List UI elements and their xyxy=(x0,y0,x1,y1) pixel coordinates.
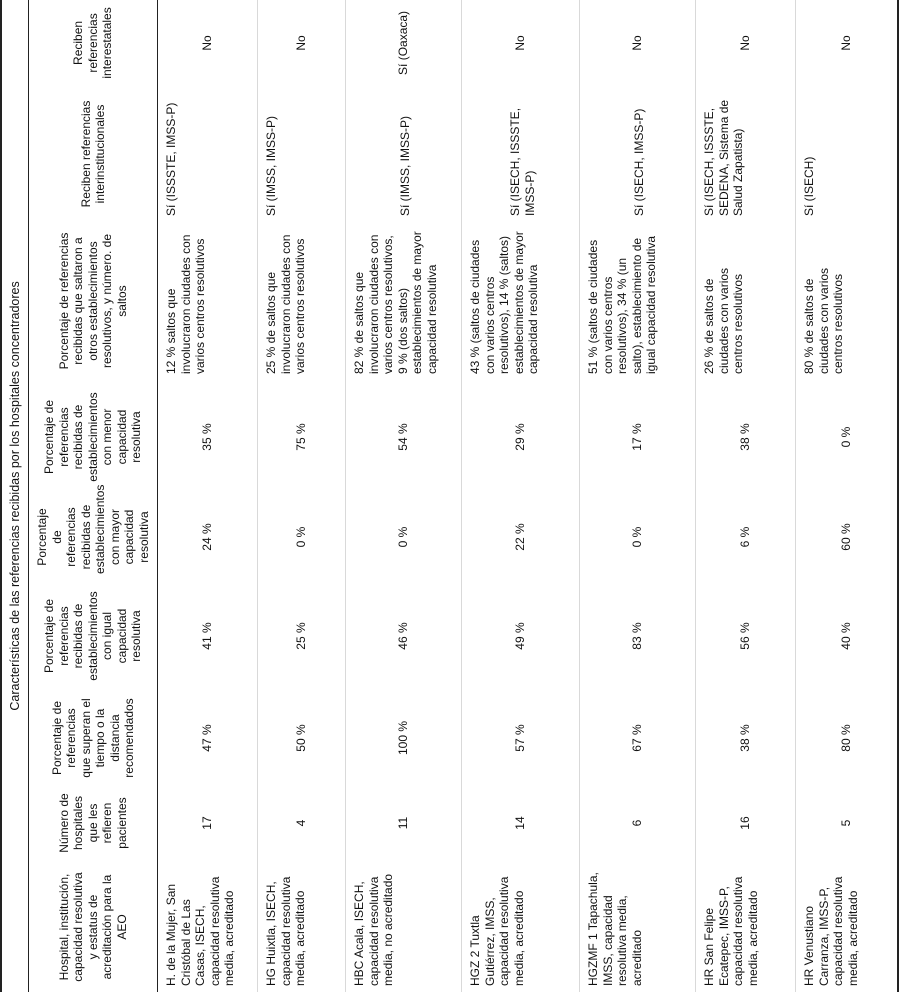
cell-igual: 41 % xyxy=(200,622,215,650)
cell-igual: 46 % xyxy=(346,580,462,692)
cell-mayor: 60 % xyxy=(796,494,898,580)
header-menor: Porcentaje de referencias recibidas de establecimientos con menor capacidad resolutiva xyxy=(29,380,158,494)
cell-estatal: No xyxy=(696,0,796,86)
cell-estatal: No xyxy=(462,0,580,86)
cell-inter: Sí (ISECH, ISSSTE, IMSS-P) xyxy=(462,86,580,222)
cell-hospitales: 14 xyxy=(462,784,580,862)
cell-menor: 38 % xyxy=(696,380,796,494)
cell-superan: 50 % xyxy=(258,692,346,784)
cell-menor: 17 % xyxy=(580,380,696,494)
cell-superan: 57 % xyxy=(462,692,580,784)
cell-inter: Sí (IMSS, IMSS-P) xyxy=(258,86,346,222)
cell-menor-value: 75 % xyxy=(294,423,309,451)
table-row xyxy=(158,0,258,992)
table-row xyxy=(258,0,346,992)
header-hospitales: Número de hospitales que les refieren pacientes xyxy=(29,784,158,862)
cell-saltos: 43 % (saltos de ciudades con varios centros resolutivos), 14 % (saltos) establecimientos de mayor capacidad resolutiva xyxy=(462,222,580,380)
cell-inter: Sí (ISECH, ISSSTE, SEDENA, Sistema de Salud Zapatista) xyxy=(696,86,796,222)
cell-saltos: 26 % de saltos de ciudades con varios centros resolutivos xyxy=(696,222,796,380)
cell-hospital: HR San Felipe Ecatepec, IMSS-P, capacidad resolutiva media, acreditado xyxy=(696,862,796,992)
cell-superan: 47 % xyxy=(200,724,215,752)
table-row xyxy=(580,0,696,992)
cell-igual: 83 % xyxy=(580,580,696,692)
cell-hospitales: 6 xyxy=(580,784,696,862)
cell-superan: 67 % xyxy=(580,692,696,784)
header-interinstitucionales: Reciben referencias interinstitucionales xyxy=(29,86,158,222)
cell-estatal: No xyxy=(200,35,215,51)
header-hospital: Hospital, institución, capacidad resolutiva y estatus de acreditación para la AEO xyxy=(29,862,158,992)
cell-menor xyxy=(258,380,346,494)
table-row xyxy=(462,0,580,992)
cell-inter: Sí (IMSS, IMSS-P) xyxy=(346,86,462,222)
cell-hospitales: 16 xyxy=(696,784,796,862)
cell-menor: 54 % xyxy=(346,380,462,494)
cell-menor xyxy=(158,380,258,494)
cell-saltos: 25 % de saltos que involucraron ciudades con varios centros resolutivos xyxy=(258,222,346,380)
cell-hospital: HR Venustiano Carranza, IMSS-P, capacidad resolutiva media, acreditado xyxy=(796,862,898,992)
cell-inter: Sí (ISECH) xyxy=(796,86,898,222)
cell-hospitales: 11 xyxy=(346,784,462,862)
header-mayor: Porcentaje de referencias recibidas de establecimientos con mayor capacidad resolutiva xyxy=(29,494,158,580)
cell-inter: Sí (ISSSTE, IMSS-P) xyxy=(164,102,178,216)
cell-mayor: 24 % xyxy=(200,523,215,551)
cell-hospitales: 17 xyxy=(200,816,215,830)
cell-hospital: HBC Acala, ISECH, capacidad resolutiva media, no acreditado xyxy=(346,862,462,992)
cell-menor: 29 % xyxy=(462,380,580,494)
cell-hospitales: 4 xyxy=(258,784,346,862)
cell-menor: 0 % xyxy=(796,380,898,494)
cell-saltos: 12 % saltos que involucraron ciudades con varios centros resolutivos xyxy=(164,234,207,374)
cell-mayor: 0 % xyxy=(346,494,462,580)
cell-saltos: 80 % de saltos de ciudades con varios centros resolutivos xyxy=(796,222,898,380)
header-saltos: Porcentaje de referencias recibidas que saltaron a otros establecimientos resolutivos, y número. de saltos xyxy=(29,222,158,380)
header-superan: Porcentaje de referencias que superan el tiempo o la distancia recomendados xyxy=(29,692,158,784)
cell-igual: 56 % xyxy=(696,580,796,692)
cell-saltos: 51 % (saltos de ciudades con varios centros resolutivos), 34 % (un salto), establecimiento de igual capacidad resolutiva xyxy=(580,222,696,380)
cell-hospital: HGZMF 1 Tapachula, IMSS, capacidad resolutiva media, acreditado xyxy=(580,862,696,992)
cell-inter: Sí (ISECH, IMSS-P) xyxy=(580,86,696,222)
cell-hospital: HG Huixtla, ISECH, capacidad resolutiva media, acreditado xyxy=(258,862,346,992)
cell-superan: 100 % xyxy=(346,692,462,784)
table-title: Características de las referencias recibidas por los hospitales concentradores xyxy=(1,0,29,992)
table-row xyxy=(346,0,462,992)
cell-mayor: 22 % xyxy=(462,494,580,580)
cell-mayor: 0 % xyxy=(258,494,346,580)
table-row xyxy=(696,0,796,992)
cell-superan: 38 % xyxy=(696,692,796,784)
cell-igual: 49 % xyxy=(462,580,580,692)
cell-estatal: Sí (Oaxaca) xyxy=(346,0,462,86)
cell-saltos: 82 % de saltos que involucraron ciudades con varios centros resolutivos, 9 % (dos saltos) establecimientos de mayor capacidad resolutiva xyxy=(346,222,462,380)
cell-estatal: No xyxy=(258,0,346,86)
header-interestatales: Reciben referencias interestatales xyxy=(29,0,158,86)
cell-igual: 25 % xyxy=(258,580,346,692)
table-row xyxy=(796,0,898,992)
cell-mayor: 0 % xyxy=(580,494,696,580)
cell-hospital: HGZ 2 Tuxtla Gutiérrez, IMSS, capacidad resolutiva media, acreditado xyxy=(462,862,580,992)
cell-mayor: 6 % xyxy=(696,494,796,580)
cell-hospital: H. de la Mujer, San Cristóbal de Las Casas, ISECH, capacidad resolutiva media, acreditado xyxy=(164,876,236,986)
cell-igual: 40 % xyxy=(796,580,898,692)
cell-menor-value: 35 % xyxy=(200,423,215,451)
cell-superan: 80 % xyxy=(796,692,898,784)
cell-estatal: No xyxy=(796,0,898,86)
header-igual: Porcentaje de referencias recibidas de establecimientos con igual capacidad resolutiva xyxy=(29,580,158,692)
cell-hospitales: 5 xyxy=(796,784,898,862)
cell-estatal: No xyxy=(580,0,696,86)
